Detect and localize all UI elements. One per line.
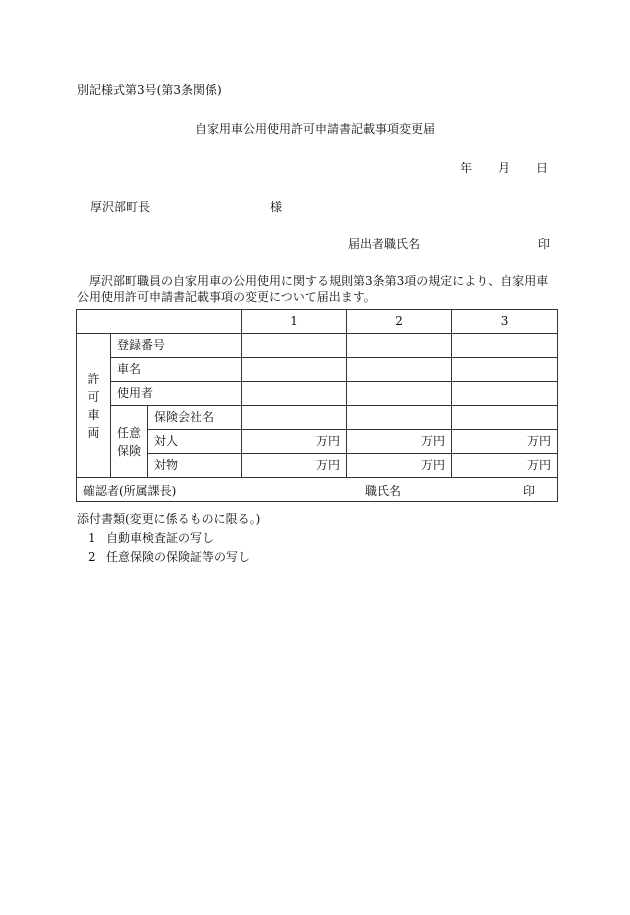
addressee-honorific: 様 <box>270 200 283 214</box>
notifier <box>348 236 550 252</box>
date-month: 月 <box>497 161 510 175</box>
confirm-cell[interactable] <box>77 478 558 502</box>
car-name-cell-3[interactable] <box>452 358 558 382</box>
registration-cell-2[interactable] <box>347 334 452 358</box>
column-header-2: 2 <box>347 310 452 334</box>
confirm-label: 確認者(所属課長) <box>83 484 177 498</box>
row-label-property: 対物 <box>148 454 242 478</box>
car-name-cell-1[interactable] <box>242 358 347 382</box>
group-label-cell <box>77 334 111 478</box>
registration-cell-3[interactable] <box>452 334 558 358</box>
row-label-personal: 対人 <box>148 430 242 454</box>
date-day: 日 <box>535 161 548 175</box>
car-name-cell-2[interactable] <box>347 358 452 382</box>
user-cell-1[interactable] <box>242 382 347 406</box>
personal-cell-1[interactable]: 万円 <box>242 430 347 454</box>
attachment-text: 自動車検査証の写し <box>106 531 215 545</box>
property-cell-2[interactable]: 万円 <box>347 454 452 478</box>
attachment-item <box>88 530 214 546</box>
addressee-name: 厚沢部町長 <box>90 200 151 214</box>
user-cell-2[interactable] <box>347 382 452 406</box>
vehicle-table <box>76 309 558 502</box>
confirm-seal: 印 <box>523 484 536 498</box>
table-row-user <box>77 382 558 406</box>
table-row-registration <box>77 334 558 358</box>
insurance-company-cell-3[interactable] <box>452 406 558 430</box>
attachments-heading: 添付書類(変更に係るものに限る。) <box>77 512 261 526</box>
row-label-user: 使用者 <box>111 382 242 406</box>
attachment-number: 1 <box>88 531 96 545</box>
confirm-name-label: 職氏名 <box>365 484 402 498</box>
body-text: 厚沢部町職員の自家用車の公用使用に関する規則第3条第3項の規定により、自家用車公用使用許可申請書記載事項の変更について届出ます。 <box>77 274 549 304</box>
addressee <box>90 199 282 215</box>
personal-cell-2[interactable]: 万円 <box>347 430 452 454</box>
registration-cell-1[interactable] <box>242 334 347 358</box>
row-label-registration: 登録番号 <box>111 334 242 358</box>
form-number: 別記様式第3号(第3条関係) <box>77 83 222 97</box>
document-title: 自家用車公用使用許可申請書記載事項変更届 <box>194 122 435 136</box>
insurance-label-cell <box>111 406 148 478</box>
group-label: 許可 車両 <box>87 371 100 440</box>
insurance-company-cell-1[interactable] <box>242 406 347 430</box>
user-cell-3[interactable] <box>452 382 558 406</box>
insurance-company-cell-2[interactable] <box>347 406 452 430</box>
attachment-number: 2 <box>88 550 96 564</box>
attachment-text: 任意保険の保険証等の写し <box>106 550 251 564</box>
table-row-car-name <box>77 358 558 382</box>
notifier-seal: 印 <box>537 237 550 251</box>
row-label-insurance-company: 保険会社名 <box>148 406 242 430</box>
insurance-label: 任意 保険 <box>117 425 142 458</box>
table-header-row <box>77 310 558 334</box>
column-header-3: 3 <box>452 310 558 334</box>
personal-cell-3[interactable]: 万円 <box>452 430 558 454</box>
table-row-confirm <box>77 478 558 502</box>
notifier-label: 届出者職氏名 <box>348 237 421 251</box>
table-row-property <box>77 454 558 478</box>
date-line <box>460 160 548 176</box>
column-header-1: 1 <box>242 310 347 334</box>
date-year: 年 <box>459 161 472 175</box>
table-row-insurance-company <box>77 406 558 430</box>
property-cell-3[interactable]: 万円 <box>452 454 558 478</box>
attachment-item <box>88 549 250 565</box>
table-row-personal <box>77 430 558 454</box>
property-cell-1[interactable]: 万円 <box>242 454 347 478</box>
row-label-car-name: 車名 <box>111 358 242 382</box>
header-blank-cell <box>77 310 242 334</box>
